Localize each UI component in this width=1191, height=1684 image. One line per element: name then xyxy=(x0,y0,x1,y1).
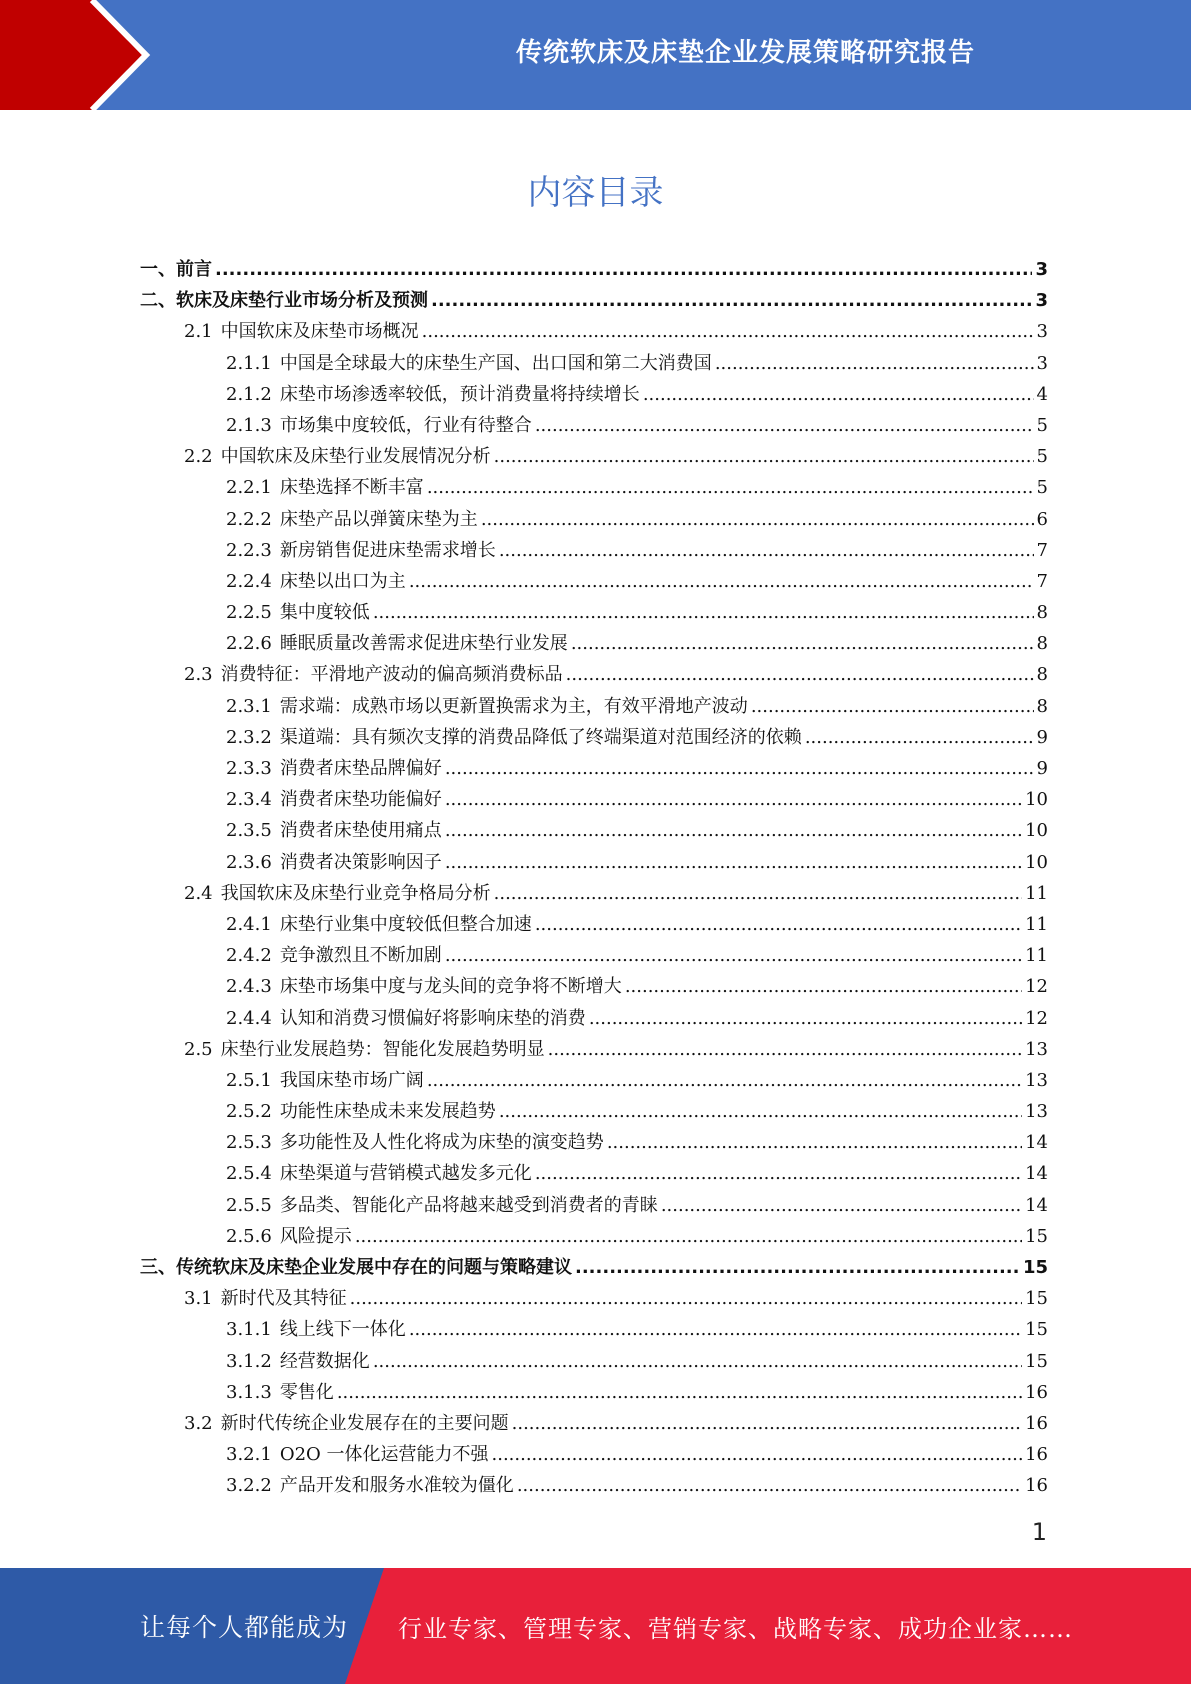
toc-entry-title: 多功能性及人性化将成为床垫的演变趋势 xyxy=(279,1132,604,1154)
toc-entry[interactable] xyxy=(140,941,1048,972)
footer-slogan-left: 让每个人都能成为 xyxy=(140,1613,349,1642)
toc-entry-number: 2.5 xyxy=(184,1038,213,1060)
toc-entry-number: 3.1.2 xyxy=(226,1350,272,1372)
toc-entry-page: 15 xyxy=(1025,1350,1048,1372)
toc-entry-number: 2.2.6 xyxy=(226,633,272,655)
toc-dot-leader xyxy=(715,353,1034,374)
toc-entry-number: 2.5.6 xyxy=(226,1225,272,1247)
toc-entry-number: 2.1.3 xyxy=(226,414,272,436)
toc-entry-page: 3 xyxy=(1036,321,1048,343)
toc-entry-number: 2.3.4 xyxy=(226,789,272,811)
toc-entry-page: 13 xyxy=(1025,1101,1048,1123)
toc-entry-page: 11 xyxy=(1025,882,1048,904)
toc-entry-title: 消费者床垫功能偏好 xyxy=(279,789,442,811)
toc-entry[interactable] xyxy=(140,349,1048,380)
toc-entry-page: 14 xyxy=(1025,1163,1048,1185)
toc-entry-title: 床垫产品以弹簧床垫为主 xyxy=(279,508,478,530)
toc-entry-title: 中国软床及床垫市场概况 xyxy=(220,321,419,343)
toc-entry-page: 5 xyxy=(1036,477,1048,499)
toc-entry[interactable] xyxy=(140,879,1048,910)
toc-entry[interactable] xyxy=(140,380,1048,411)
toc-entry[interactable] xyxy=(140,473,1048,504)
toc-entry[interactable] xyxy=(140,1035,1048,1066)
toc-entry-number: 2.5.1 xyxy=(226,1069,272,1091)
toc-entry-page: 13 xyxy=(1025,1038,1048,1060)
toc-dot-leader xyxy=(535,415,1034,436)
toc-entry-title: O2O 一体化运营能力不强 xyxy=(279,1444,489,1466)
toc-dot-leader xyxy=(751,696,1034,717)
toc-entry-page: 16 xyxy=(1025,1381,1048,1403)
toc-entry[interactable] xyxy=(140,754,1048,785)
toc-entry-number: 二、 xyxy=(140,290,176,312)
toc-dot-leader xyxy=(427,477,1034,498)
toc-entry[interactable] xyxy=(140,816,1048,847)
toc-entry-title: 床垫行业发展趋势：智能化发展趋势明显 xyxy=(220,1038,545,1060)
toc-dot-leader xyxy=(445,758,1034,779)
toc-entry[interactable] xyxy=(140,1159,1048,1190)
toc-entry-page: 15 xyxy=(1025,1319,1048,1341)
toc-entry-page: 11 xyxy=(1025,913,1048,935)
toc-entry-title: 零售化 xyxy=(279,1381,334,1403)
toc-dot-leader xyxy=(494,883,1022,904)
toc-dot-leader xyxy=(571,633,1034,654)
toc-entry-page: 15 xyxy=(1022,1257,1048,1278)
toc-entry[interactable] xyxy=(140,317,1048,348)
toc-entry-title: 消费特征：平滑地产波动的偏高频消费标品 xyxy=(220,664,563,686)
toc-dot-leader xyxy=(350,1288,1022,1309)
toc-entry[interactable] xyxy=(140,1347,1048,1378)
toc-entry-page: 4 xyxy=(1036,383,1048,405)
toc-entry-number: 2.4.1 xyxy=(226,913,272,935)
toc-dot-leader xyxy=(661,1195,1022,1216)
toc-entry-number: 三、 xyxy=(140,1257,176,1278)
toc-heading: 内容目录 xyxy=(527,173,664,213)
toc-entry-page: 16 xyxy=(1025,1412,1048,1434)
toc-entry-title: 认知和消费习惯偏好将影响床垫的消费 xyxy=(279,1007,586,1029)
toc-dot-leader xyxy=(373,1351,1022,1372)
toc-entry-number: 2.3.1 xyxy=(226,695,272,717)
toc-entry-title: 功能性床垫成未来发展趋势 xyxy=(279,1101,496,1123)
toc-entry-page: 12 xyxy=(1025,1007,1048,1029)
toc-entry-number: 2.5.4 xyxy=(226,1163,272,1185)
toc-dot-leader xyxy=(409,571,1034,592)
toc-entry-page: 8 xyxy=(1036,633,1048,655)
toc-entry-page: 8 xyxy=(1036,664,1048,686)
toc-entry-page: 8 xyxy=(1036,695,1048,717)
toc-entry[interactable] xyxy=(140,972,1048,1003)
toc-dot-leader xyxy=(445,945,1022,966)
toc-entry-number: 一、 xyxy=(140,259,176,280)
toc-dot-leader xyxy=(215,259,1032,280)
toc-entry-page: 3 xyxy=(1036,352,1048,374)
toc-entry-title: 睡眠质量改善需求促进床垫行业发展 xyxy=(279,633,568,655)
toc-entry-number: 2.4.4 xyxy=(226,1007,272,1029)
toc-entry-title: 消费者床垫品牌偏好 xyxy=(279,758,442,779)
toc-entry-page: 15 xyxy=(1025,1288,1048,1310)
toc-entry-title: 床垫选择不断丰富 xyxy=(279,477,424,499)
toc-entry-title: 床垫行业集中度较低但整合加速 xyxy=(279,913,532,935)
footer-banner xyxy=(0,1568,1191,1684)
toc-entry-number: 2.2.4 xyxy=(226,570,272,592)
toc-dot-leader xyxy=(535,1163,1022,1184)
toc-entry-number: 2.1.1 xyxy=(226,352,272,374)
toc-entry-page: 10 xyxy=(1025,851,1048,873)
toc-entry-page: 16 xyxy=(1025,1475,1048,1497)
toc-entry-title: 传统软床及床垫企业发展中存在的问题与策略建议 xyxy=(176,1257,572,1278)
toc-dot-leader xyxy=(427,1070,1022,1091)
toc-entry-number: 2.5.5 xyxy=(226,1194,272,1216)
toc-dot-leader xyxy=(643,384,1034,405)
toc-entry-page: 10 xyxy=(1025,789,1048,811)
toc-entry-page: 10 xyxy=(1025,820,1048,842)
toc-entry-title: 消费者决策影响因子 xyxy=(279,851,442,873)
toc-entry-page: 7 xyxy=(1036,570,1048,592)
toc-entry-title: 风险提示 xyxy=(279,1225,352,1247)
toc-entry-title: 我国床垫市场广阔 xyxy=(279,1069,424,1091)
toc-entry-title: 线上线下一体化 xyxy=(279,1319,406,1341)
toc-entry-page: 16 xyxy=(1025,1444,1048,1466)
toc-entry[interactable] xyxy=(140,286,1048,317)
toc-entry-page: 13 xyxy=(1025,1069,1048,1091)
toc-entry[interactable] xyxy=(140,1253,1048,1284)
toc-dot-leader xyxy=(494,446,1034,467)
toc-entry[interactable] xyxy=(140,1315,1048,1346)
toc-dot-leader xyxy=(373,602,1034,623)
toc-entry-number: 2.4 xyxy=(184,882,213,904)
toc-entry-title: 消费者床垫使用痛点 xyxy=(279,820,442,842)
toc-entry-page: 14 xyxy=(1025,1194,1048,1216)
toc-entry-number: 2.4.2 xyxy=(226,945,272,967)
toc-entry-number: 2.3.3 xyxy=(226,758,272,779)
toc-dot-leader xyxy=(499,540,1034,561)
toc-entry-title: 新时代传统企业发展存在的主要问题 xyxy=(220,1412,509,1434)
toc-entry-page: 3 xyxy=(1035,290,1048,312)
toc-dot-leader xyxy=(422,321,1034,342)
toc-entry[interactable] xyxy=(140,629,1048,660)
toc-dot-leader xyxy=(535,914,1022,935)
toc-entry-page: 15 xyxy=(1025,1225,1048,1247)
toc-entry-number: 3.1.1 xyxy=(226,1319,272,1341)
toc-entry-number: 2.3.5 xyxy=(226,820,272,842)
toc-dot-leader xyxy=(431,290,1032,311)
toc-dot-leader xyxy=(548,1039,1022,1060)
toc-entry-title: 我国软床及床垫行业竞争格局分析 xyxy=(220,882,491,904)
toc-entry-page: 3 xyxy=(1035,259,1048,280)
toc-entry-page: 11 xyxy=(1025,945,1048,967)
toc-entry-number: 3.1.3 xyxy=(226,1381,272,1403)
toc-dot-leader xyxy=(499,1101,1022,1122)
toc-entry[interactable] xyxy=(140,505,1048,536)
toc-entry-number: 3.2.1 xyxy=(226,1444,272,1466)
toc-entry-title: 床垫渠道与营销模式越发多元化 xyxy=(279,1163,532,1185)
toc-entry-title: 新房销售促进床垫需求增长 xyxy=(279,539,496,561)
toc-dot-leader xyxy=(625,976,1022,997)
toc-dot-leader xyxy=(445,820,1022,841)
toc-entry[interactable] xyxy=(140,910,1048,941)
toc-dot-leader xyxy=(575,1257,1020,1278)
toc-entry[interactable] xyxy=(140,536,1048,567)
toc-entry[interactable] xyxy=(140,1471,1048,1502)
toc-entry[interactable] xyxy=(140,1409,1048,1440)
toc-entry-title: 经营数据化 xyxy=(279,1350,370,1372)
toc-entry-number: 2.5.3 xyxy=(226,1132,272,1154)
toc-entry-page: 9 xyxy=(1036,726,1048,748)
toc-entry-title: 需求端：成熟市场以更新置换需求为主，有效平滑地产波动 xyxy=(279,695,748,717)
toc-entry-title: 床垫市场集中度与龙头间的竞争将不断增大 xyxy=(279,976,622,998)
toc-dot-leader xyxy=(445,852,1022,873)
toc-entry-number: 2.2.3 xyxy=(226,539,272,561)
toc-entry-title: 渠道端：具有频次支撑的消费品降低了终端渠道对范围经济的依赖 xyxy=(279,726,802,748)
toc-dot-leader xyxy=(805,727,1034,748)
toc-entry-title: 软床及床垫行业市场分析及预测 xyxy=(176,290,428,312)
toc-dot-leader xyxy=(445,789,1022,810)
toc-entry-title: 产品开发和服务水准较为僵化 xyxy=(279,1475,514,1497)
toc-entry-number: 3.2.2 xyxy=(226,1475,272,1497)
toc-entry-number: 2.3 xyxy=(184,664,213,686)
toc-entry-page: 8 xyxy=(1036,602,1048,624)
toc-entry-page: 9 xyxy=(1036,758,1048,779)
report-title: 传统软床及床垫企业发展策略研究报告 xyxy=(515,37,975,68)
toc-entry-number: 2.5.2 xyxy=(226,1101,272,1123)
toc-entry-page: 5 xyxy=(1036,414,1048,436)
toc-entry-number: 2.4.3 xyxy=(226,976,272,998)
toc-entry-title: 前言 xyxy=(176,259,212,280)
toc-dot-leader xyxy=(481,509,1034,530)
toc-entry[interactable] xyxy=(140,1191,1048,1222)
toc-dot-leader xyxy=(566,664,1034,685)
toc-entry-title: 床垫以出口为主 xyxy=(279,570,406,592)
toc-entry[interactable] xyxy=(140,1378,1048,1409)
toc-dot-leader xyxy=(512,1413,1022,1434)
toc-entry[interactable] xyxy=(140,848,1048,879)
toc-entry[interactable] xyxy=(140,442,1048,473)
toc-entry[interactable] xyxy=(140,723,1048,754)
toc-dot-leader xyxy=(409,1319,1022,1340)
toc-entry[interactable] xyxy=(140,1440,1048,1471)
toc-entry-page: 7 xyxy=(1036,539,1048,561)
toc-entry-title: 中国是全球最大的床垫生产国、出口国和第二大消费国 xyxy=(279,352,712,374)
toc-dot-leader xyxy=(492,1444,1023,1465)
toc-entry-number: 3.2 xyxy=(184,1412,213,1434)
header-banner xyxy=(0,0,1191,110)
toc-entry[interactable] xyxy=(140,785,1048,816)
toc-entry[interactable] xyxy=(140,1097,1048,1128)
toc-entry-page: 6 xyxy=(1036,508,1048,530)
toc-entry-number: 2.3.2 xyxy=(226,726,272,748)
toc-entry[interactable] xyxy=(140,1004,1048,1035)
toc-entry-number: 2.2.1 xyxy=(226,477,272,499)
toc-entry-page: 5 xyxy=(1036,446,1048,468)
page-number: 1 xyxy=(1031,1518,1047,1546)
toc-entry-page: 12 xyxy=(1025,976,1048,998)
toc-entry[interactable] xyxy=(140,1128,1048,1159)
toc-entry[interactable] xyxy=(140,598,1048,629)
toc-entry-title: 多品类、智能化产品将越来越受到消费者的青睐 xyxy=(279,1194,658,1216)
toc-entry-title: 中国软床及床垫行业发展情况分析 xyxy=(220,446,491,468)
toc-dot-leader xyxy=(355,1226,1022,1247)
toc-dot-leader xyxy=(337,1382,1022,1403)
toc-entry-number: 2.1.2 xyxy=(226,383,272,405)
toc-entry-title: 集中度较低 xyxy=(279,602,370,624)
toc-entry[interactable] xyxy=(140,411,1048,442)
toc-entry-page: 14 xyxy=(1025,1132,1048,1154)
toc-entry-number: 2.3.6 xyxy=(226,851,272,873)
toc-entry-number: 3.1 xyxy=(184,1288,213,1310)
table-of-contents xyxy=(140,255,1048,1503)
toc-dot-leader xyxy=(607,1132,1022,1153)
toc-entry[interactable] xyxy=(140,660,1048,691)
toc-entry[interactable] xyxy=(140,1066,1048,1097)
toc-entry-title: 竞争激烈且不断加剧 xyxy=(279,945,442,967)
toc-entry[interactable] xyxy=(140,692,1048,723)
toc-entry-title: 床垫市场渗透率较低，预计消费量将持续增长 xyxy=(279,383,640,405)
toc-entry-number: 2.1 xyxy=(184,321,213,343)
footer-slogan-right: 行业专家、管理专家、营销专家、战略专家、成功企业家…… xyxy=(398,1614,1073,1643)
toc-entry[interactable] xyxy=(140,1284,1048,1315)
toc-entry-title: 新时代及其特征 xyxy=(220,1288,347,1310)
toc-dot-leader xyxy=(589,1008,1022,1029)
toc-entry-number: 2.2.5 xyxy=(226,602,272,624)
toc-entry-number: 2.2.2 xyxy=(226,508,272,530)
toc-entry[interactable] xyxy=(140,567,1048,598)
toc-entry-number: 2.2 xyxy=(184,446,213,468)
toc-entry[interactable] xyxy=(140,255,1048,286)
toc-dot-leader xyxy=(517,1475,1022,1496)
toc-entry[interactable] xyxy=(140,1222,1048,1253)
toc-entry-title: 市场集中度较低，行业有待整合 xyxy=(279,414,532,436)
